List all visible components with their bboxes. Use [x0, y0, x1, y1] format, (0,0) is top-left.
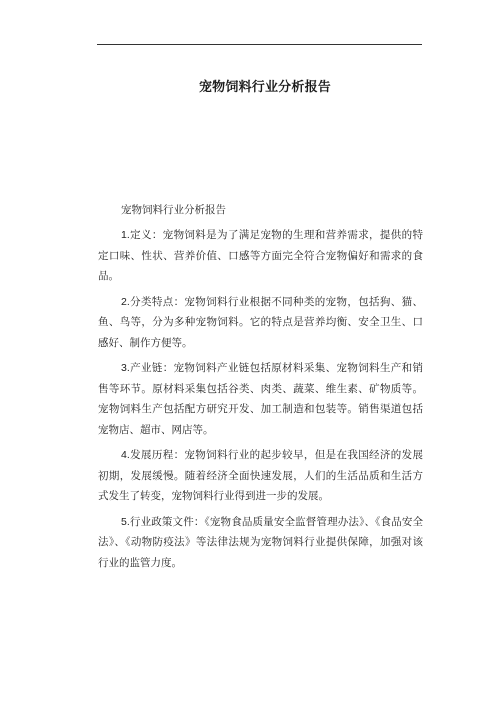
paragraph-number: 5. [121, 515, 130, 528]
paragraph-text: 行业政策文件：《宠物食品质量安全监督管理办法》、《食品安全法》、《动物防疫法》等法律法规为宠物饲料行业提供保障，加强对该行业的监管力度。 [98, 515, 423, 569]
paragraph-number: 4. [121, 449, 130, 461]
header-rule [97, 44, 422, 45]
paragraph-number: 3. [121, 362, 130, 374]
paragraph-definition [98, 225, 423, 287]
paragraph-text: 产业链：宠物饲料产业链包括原材料采集、宠物饲料生产和销售等环节。原材料采集包括谷类、肉类、蔬菜、维生素、矿物质等。宠物饲料生产包括配方研究开发、加工制造和包装等。销售渠道包括宠物店、超市、网店等。 [98, 362, 423, 436]
paragraph-policy [98, 512, 423, 574]
paragraph-number: 1. [121, 229, 130, 241]
document-body [98, 202, 423, 578]
paragraph-industry-chain [98, 358, 423, 440]
paragraph-history [98, 445, 423, 507]
paragraph-number: 2. [121, 295, 130, 308]
document-title: 宠物饲料行业分析报告 [198, 80, 331, 95]
paragraph-text: 发展历程：宠物饲料行业的起步较早，但是在我国经济的发展初期，发展缓慢。随着经济全面快速发展，人们的生活品质和生活方式发生了转变，宠物饲料行业得到进一步的发展。 [98, 449, 423, 502]
paragraph-text: 分类特点：宠物饲料行业根据不同种类的宠物，包括狗、猫、鱼、鸟等，分为多种宠物饲料。它的特点是营养均衡、安全卫生、口感好、制作方便等。 [98, 295, 423, 349]
paragraph-text: 定义：宠物饲料是为了满足宠物的生理和营养需求，提供的特定口味、性状、营养价值、口感等方面完全符合宠物偏好和需求的食品。 [98, 229, 423, 282]
document-subtitle: 宠物饲料行业分析报告 [121, 204, 226, 216]
paragraph-classification [98, 292, 423, 354]
